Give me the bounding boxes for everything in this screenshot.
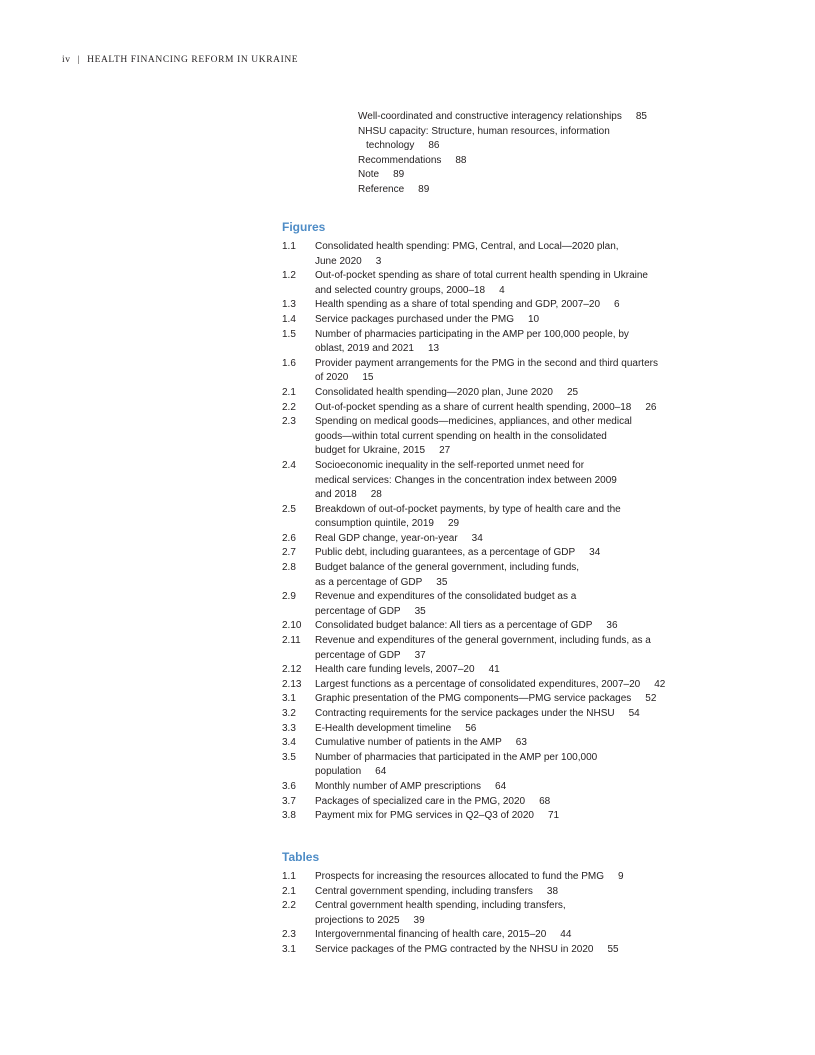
running-title: HEALTH FINANCING REFORM IN UKRAINE [87, 55, 299, 65]
figure-title [315, 678, 722, 693]
figure-title [315, 328, 722, 357]
figure-title [315, 357, 722, 386]
page-ref: 64 [375, 766, 387, 778]
page-ref: 56 [465, 722, 477, 734]
figure-title-line: Budget balance of the general government, including funds, [315, 562, 580, 574]
table-entry[interactable] [282, 870, 722, 885]
figure-entry[interactable] [282, 269, 722, 298]
figures-heading: Figures [282, 220, 326, 234]
figure-number: 3.8 [282, 810, 296, 822]
figure-title [315, 459, 722, 503]
figure-entry[interactable] [282, 357, 722, 386]
table-number: 2.1 [282, 885, 296, 897]
table-title-line: Intergovernmental financing of health care, 2015–20 [315, 929, 547, 941]
figure-entry[interactable] [282, 386, 722, 401]
tables-section [282, 850, 722, 958]
figure-title-line: as a percentage of GDP [315, 576, 423, 588]
page-ref: 86 [428, 140, 440, 152]
figure-title [315, 415, 722, 459]
page-ref: 34 [589, 547, 601, 559]
page-ref: 15 [362, 372, 374, 384]
figure-entry[interactable] [282, 328, 722, 357]
page-ref: 3 [375, 255, 382, 267]
continued-toc-entries [358, 110, 718, 198]
table-title-line: Service packages of the PMG contracted by the NHSU in 2020 [315, 943, 594, 955]
figure-number: 1.5 [282, 328, 296, 340]
figure-title-line: percentage of GDP [315, 649, 401, 661]
table-title-line: projections to 2025 [315, 914, 400, 926]
figure-title [315, 692, 722, 707]
figure-title-line: Consolidated health spending: PMG, Central, and Local—2020 plan, [315, 241, 619, 252]
figure-title-line: Socioeconomic inequality in the self-reported unmet need for [315, 459, 585, 471]
page-ref: 88 [455, 154, 467, 166]
figure-title-line: Breakdown of out-of-pocket payments, by type of health care and the [315, 503, 621, 515]
figure-entry[interactable] [282, 298, 722, 313]
figure-title-line: Number of pharmacies participating in the AMP per 100,000 people, by [315, 328, 629, 340]
figure-title [315, 503, 722, 532]
page-ref: 39 [413, 914, 425, 926]
figure-entry[interactable] [282, 780, 722, 795]
figure-number: 2.9 [282, 591, 296, 603]
figure-number: 1.3 [282, 299, 296, 311]
figure-title-line: Packages of specialized care in the PMG, 2020 [315, 795, 526, 807]
table-title [315, 899, 722, 928]
tables-list [282, 870, 722, 958]
table-title [315, 870, 722, 885]
table-number: 1.1 [282, 871, 296, 882]
page-ref: 63 [515, 737, 527, 749]
figure-title [315, 809, 722, 824]
page-ref: 4 [499, 284, 505, 296]
figure-number: 3.3 [282, 722, 296, 734]
figure-title [315, 546, 722, 561]
header-separator: | [77, 55, 81, 65]
page-ref: 13 [427, 343, 440, 355]
figure-title-line: population [315, 766, 362, 778]
figure-number: 2.11 [282, 635, 301, 647]
page-ref: 85 [635, 111, 647, 122]
figure-title-line: Consolidated health spending—2020 plan, June 2020 [315, 386, 553, 398]
figure-title [315, 590, 722, 619]
table-title [315, 928, 722, 943]
figure-number: 1.1 [282, 241, 296, 252]
figure-title-line: Payment mix for PMG services in Q2–Q3 of 2020 [315, 810, 534, 822]
figure-title [315, 401, 722, 416]
page-ref: 52 [645, 693, 657, 705]
figure-number: 2.4 [282, 459, 296, 471]
page-ref: 71 [547, 810, 560, 822]
page-ref: 55 [607, 943, 619, 955]
figure-number: 2.5 [282, 503, 296, 515]
page-ref: 68 [539, 795, 551, 807]
figure-number: 2.12 [282, 664, 302, 676]
figure-title [315, 722, 722, 737]
figure-title-line: June 2020 [315, 255, 362, 267]
figure-title-line: and 2018 [315, 489, 357, 501]
table-title [315, 943, 722, 958]
table-number: 2.3 [282, 929, 296, 941]
page-ref: 89 [393, 169, 405, 181]
table-entry[interactable] [282, 899, 722, 928]
page-ref: 34 [471, 532, 483, 544]
figures-list [282, 240, 722, 824]
figure-title [315, 532, 722, 547]
page-number: iv [62, 55, 71, 65]
figure-entry[interactable] [282, 722, 722, 737]
page-ref: 38 [546, 885, 559, 897]
page-ref: 44 [560, 929, 572, 941]
figure-title-line: oblast, 2019 and 2021 [315, 343, 414, 355]
figure-title [315, 795, 722, 810]
table-number: 3.1 [282, 943, 296, 955]
figure-title-line: Largest functions as a percentage of consolidated expenditures, 2007–20 [315, 678, 641, 690]
page-ref: 89 [418, 183, 430, 195]
figure-number: 1.6 [282, 357, 296, 369]
page-ref: 37 [414, 649, 426, 661]
figure-title-line: medical services: Changes in the concentration index between 2009 [315, 474, 617, 486]
page-ref: 26 [645, 401, 657, 413]
figure-title [315, 780, 722, 795]
figure-title-line: and selected country groups, 2000–18 [315, 284, 486, 296]
figure-number: 3.4 [282, 737, 296, 749]
figure-title-line: goods—within total current spending on health in the consolidated [315, 430, 607, 442]
figure-entry[interactable] [282, 415, 722, 459]
page-ref: 36 [606, 620, 618, 632]
figure-entry[interactable] [282, 546, 722, 561]
figure-title-line: Graphic presentation of the PMG components—PMG service packages [315, 693, 632, 705]
figure-number: 3.5 [282, 751, 296, 763]
table-entry[interactable] [282, 928, 722, 943]
toc-entry[interactable]: Recommendations 88 [358, 154, 467, 166]
figure-title [315, 751, 722, 780]
figure-number: 1.2 [282, 270, 296, 282]
table-title [315, 885, 722, 900]
table-title-line: Central government health spending, including transfers, [315, 900, 566, 912]
figures-section [282, 220, 722, 824]
figure-title-line: Revenue and expenditures of the consolidated budget as a [315, 591, 577, 603]
figure-number: 2.6 [282, 532, 296, 544]
figure-number: 3.6 [282, 780, 296, 792]
figure-number: 2.1 [282, 386, 296, 398]
figure-title-line: Health spending as a share of total spending and GDP, 2007–20 [315, 299, 601, 311]
figure-entry[interactable] [282, 707, 722, 722]
figure-entry[interactable] [282, 751, 722, 780]
page-ref: 42 [654, 678, 666, 690]
figure-entry[interactable] [282, 663, 722, 678]
figure-entry[interactable] [282, 809, 722, 824]
figure-title-line: Out-of-pocket spending as a share of current health spending, 2000–18 [315, 401, 632, 413]
figure-entry[interactable] [282, 795, 722, 810]
figure-entry[interactable] [282, 532, 722, 547]
figure-entry[interactable] [282, 401, 722, 416]
figure-entry[interactable] [282, 590, 722, 619]
figure-number: 2.2 [282, 401, 296, 413]
page-ref: 54 [628, 708, 640, 719]
figure-entry[interactable] [282, 240, 722, 269]
figure-title-line: Real GDP change, year-on-year [315, 532, 458, 544]
page-ref: 10 [528, 313, 540, 325]
table-title-line: Prospects for increasing the resources allocated to fund the PMG [315, 871, 605, 882]
figure-number: 1.4 [282, 313, 296, 325]
figure-title-line: Spending on medical goods—medicines, appliances, and other medical [315, 416, 632, 428]
figure-number: 2.13 [282, 678, 302, 690]
page-ref: 64 [495, 780, 507, 792]
table-title-line: Central government spending, including transfers [315, 885, 533, 897]
table-entry[interactable] [282, 885, 722, 900]
figure-title-line: Revenue and expenditures of the general government, including funds, as a [315, 635, 651, 647]
figure-entry[interactable] [282, 736, 722, 751]
figure-title [315, 663, 722, 678]
figure-title-line: budget for Ukraine, 2015 [315, 445, 426, 457]
page-ref: 35 [436, 576, 448, 588]
tables-heading: Tables [282, 850, 320, 864]
figure-title-line: Monthly number of AMP prescriptions [315, 780, 482, 792]
page-ref: 6 [614, 299, 620, 311]
figure-title-line: Contracting requirements for the service packages under the NHSU [315, 708, 615, 719]
page-ref: 25 [566, 386, 579, 398]
figure-title-line: Public debt, including guarantees, as a percentage of GDP [315, 547, 576, 559]
figure-title [315, 707, 722, 722]
figure-title [315, 736, 722, 751]
figure-title-line: Provider payment arrangements for the PMG in the second and third quarters [315, 357, 658, 369]
figure-title-line: Out-of-pocket spending as share of total current health spending in Ukraine [315, 270, 648, 282]
figure-title-line: percentage of GDP [315, 605, 401, 617]
figure-title [315, 561, 722, 590]
toc-entry[interactable]: NHSU capacity: Structure, human resources, information technology 86 [358, 125, 610, 152]
figure-number: 2.8 [282, 562, 296, 574]
figure-title-line: Number of pharmacies that participated in the AMP per 100,000 [315, 751, 598, 763]
figure-number: 3.2 [282, 708, 296, 719]
figure-title-line: Service packages purchased under the PMG [315, 313, 514, 325]
figure-title [315, 240, 722, 269]
toc-entry[interactable]: Note 89 [358, 169, 405, 181]
page-ref: 27 [439, 445, 451, 457]
figure-number: 2.10 [282, 620, 302, 632]
figure-entry[interactable] [282, 692, 722, 707]
figure-entry[interactable] [282, 619, 722, 634]
figure-title-line: Consolidated budget balance: All tiers as a percentage of GDP [315, 620, 593, 632]
figure-entry[interactable] [282, 634, 722, 663]
figure-title [315, 386, 722, 401]
figure-title [315, 313, 722, 328]
page-ref: 35 [414, 605, 426, 617]
figure-title [315, 619, 722, 634]
figure-entry[interactable] [282, 561, 722, 590]
figure-number: 3.7 [282, 795, 296, 807]
page-ref: 28 [370, 489, 382, 501]
figure-title-line: of 2020 [315, 372, 349, 384]
figure-number: 3.1 [282, 693, 296, 705]
page-ref: 29 [447, 518, 460, 530]
figure-title [315, 269, 722, 298]
table-entry[interactable] [282, 943, 722, 958]
figure-number: 2.3 [282, 416, 296, 428]
figure-title [315, 634, 722, 663]
figure-title-line: Health care funding levels, 2007–20 [315, 664, 475, 676]
table-number: 2.2 [282, 900, 296, 912]
figure-title-line: Cumulative number of patients in the AMP [315, 737, 502, 749]
figure-title-line: E-Health development timeline [315, 722, 452, 734]
figure-number: 2.7 [282, 547, 296, 559]
toc-entry[interactable]: Well-coordinated and constructive interagency relationships 85 [358, 111, 647, 122]
page-ref: 9 [618, 871, 624, 882]
page-ref: 41 [488, 664, 500, 676]
running-head [62, 55, 298, 65]
figure-entry[interactable] [282, 313, 722, 328]
figure-entry[interactable] [282, 503, 722, 532]
figure-title [315, 298, 722, 313]
figure-entry[interactable] [282, 678, 722, 693]
figure-title-line: consumption quintile, 2019 [315, 518, 434, 530]
toc-entry[interactable]: Reference 89 [358, 183, 430, 195]
figure-entry[interactable] [282, 459, 722, 503]
